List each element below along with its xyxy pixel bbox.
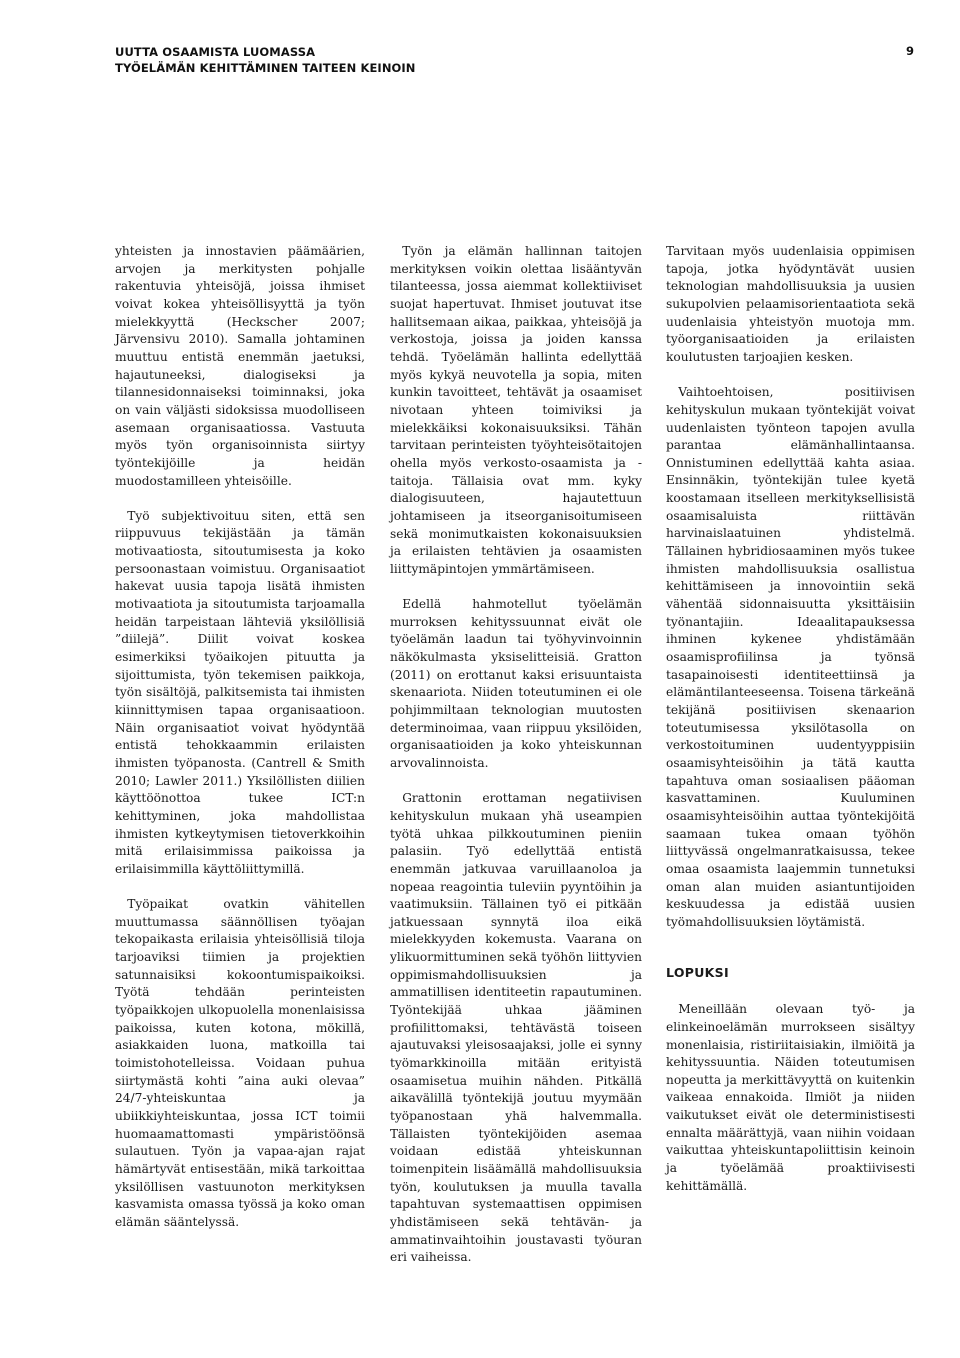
running-header	[115, 44, 416, 76]
paragraph: Vaihtoehtoisen, positiivisen kehityskulun mukaan työntekijät voivat uudenlaisten työnteon tapojen avulla parantaa elämänhallintaansa. Onnistuminen edellyttää kahta asiaa. Ensinnäkin, työntekijän tulee kyetä koostamaan itselleen merkityksellisistä osaamisaluista riittävän harvinaislaatuinen yhdistelmä. Tällainen hybridiosaaminen myös tukee ihmisten mahdollisuuksia osallistua kehittämiseen ja innovointiin sekä vähentää sidonnaisuutta yksittäisiin työnantajiin. Ideaalitapauksessa ihminen kykenee yhdistämään osaamisprofiilinsa ja työnsä tasapainoisesti identiteettiinsä ja elämäntilanteeseensa. Toisena tärkeänä tekijänä positiivisen skenaarion toteutumisessa yksilötasolla on verkostoituminen uudentyyppisiin osaamisyhteisöihin ja tätä kautta tapahtuva oman sosiaalisen pääoman kasvattaminen. Kuuluminen osaamisyhteisöihin auttaa työntekijöitä saamaan tukea omaan työhön liittyvässä ongelmanratkaisussa, tekee omaa osaamista laajemmin tunnetuksi oman alan muiden asiantuntijoiden keskuudessa ja edistää uusien työmahdollisuuksien löytämistä.	[666, 385, 915, 929]
paragraph: Työ subjektivoituu siten, että sen riippuvuus tekijästään ja tämän motivaatiosta, sitoutumisesta ja koko persoonastaan voimistuu. Organisaatiot hakevat uusia tapoja lisätä ihmisten motivaatiota ja sitoutumista tarjoamalla heidän tarpeistaan lähteviä yksilöllisiä ”diilejä”. Diilit voivat koskea esimerkiksi työaikojen pituutta ja sijoittumista, työn tekemisen paikkoja, työn sisältöjä, palkitsemista tai ihmisten kiinnittymisen tapaa organisaatioon. Näin organisaatiot voivat hyödyntää entistä tehokkaammin erilaisten ihmisten työpanosta. (Cantrell & Smith 2010; Lawler 2011.) Yksilöllisten diilien käyttöönottoa tukee ICT:n kehittyminen, joka mahdollistaa ihmisten kytkeytymisen tietoverkkoihin mitä erilaisimmissa paikoissa ja erilaisimmilla käyttöliittymillä.	[115, 508, 365, 876]
paragraph: Työn ja elämän hallinnan taitojen merkityksen voikin olettaa lisääntyvän tilanteessa, jossa aiemmat kollektiiviset suojat hapertuvat. Ihmiset joutuvat itse hallitsemaan aikaa, paikkaa, yhteisöjä ja verkostoja, joissa ja joiden kanssa tehdä. Työelämän hallinta edellyttää myös kykyä neuvotella ja sopia, miten kunkin tavoitteet, tehtävät ja osaamiset nivotaan yhteen toimiviksi ja mielekkäiksi kokonaisuuksiksi. Tähän tarvitaan perinteisten työyhteisötaitojen ohella myös verkosto-osaamista ja -taitoja. Tällaisia ovat mm. kyky dialogisuuteen, hajautettuun johtamiseen ja itseorganisoitumiseen sekä monimutkaisten kokonaisuuksien ja erilaisten tehtävien ja osaamisten liittymäpintojen ymmärtämiseen.	[390, 244, 642, 576]
section-heading: LOPUKSI	[666, 964, 729, 980]
text-column-3	[666, 243, 915, 1213]
text-column-2	[390, 243, 642, 1285]
paragraph: Edellä hahmotellut työelämän murroksen kehityssuunnat eivät ole työelämän laadun tai työhyvinvoinnin näkökulmasta yksiselitteisiä. Gratton (2011) on erottanut kaksi erisuuntaista skenaariota. Niiden toteutuminen ei ole pohjimmiltaan teknologian muutosten determinoimaa, vaan riippuu yksilöiden, organisaatioiden ja koko yhteiskunnan arvovalinnoista.	[390, 597, 642, 770]
page-number: 9	[905, 44, 914, 58]
text-column-1	[115, 243, 365, 1249]
paragraph: yhteisten ja innostavien päämäärien, arvojen ja merkitysten pohjalle rakentuvia yhteisöjä, joissa ihmiset voivat kokea yhteisöllisyyttä ja työn mielekkyyttä (Heckscher 2007; Järvensivu 2010). Samalla johtaminen muuttuu entistä enemmän jaetuksi, hajautuneeksi, dialogiseksi ja tilannesidonnaiseksi toiminnaksi, joka on vain väljästi sidoksissa muodolliseen asemaan organisaatiossa. Vastuuta myös työn organisoinnista siirtyy työntekijöille ja heidän muodostamilleen yhteisöille.	[115, 244, 365, 488]
header-title: UUTTA OSAAMISTA LUOMASSA	[115, 45, 316, 59]
paragraph: Työpaikat ovatkin vähitellen muuttumassa säännöllisen työajan tekopaikasta erilaisia yhteisöllisiä tiloja tarjoaviksi tiimien ja projektien satunnaisiksi kokoontumispaikoiksi. Työtä tehdään perinteisten työpaikkojen ulkopuolella monenlaisissa paikoissa, kuten kotona, mökillä, asiakkaiden luona, matkoilla tai toimistohotelleissa. Voidaan puhua siirtymästä kohti ”aina auki olevaa” 24/7-yhteiskuntaa ja ubiikkiyhteiskuntaa, jossa ICT toimii huomaamattomasti ympäristöönsä sulautuen. Työn ja vapaa-ajan rajat hämärtyvät entisestään, mikä tarkoittaa yksilöllisen vastuunoton merkityksen kasvamista omassa työssä ja koko oman elämän sääntelyssä.	[115, 897, 365, 1229]
paragraph: Grattonin erottaman negatiivisen kehityskulun mukaan yhä useampien työtä uhkaa pilkkoutuminen pieniin palasiin. Työ edellyttää entistä enemmän jatkuvaa varuillaanoloa ja nopeaa reagointia tuleviin pyyntöihin ja vaatimuksiin. Tällainen työ ei pitkään jatkuessaan synnytä iloa eikä mielekkyyden kokemusta. Vaarana on ylikuormittuminen sekä työhön liittyvien oppimismahdollisuuksien ja ammatillisen identiteetin rapautuminen. Työntekijää uhkaa jääminen profiilittomaksi, tehtävästä toiseen ajautuvaksi yleisosaajaksi, jolle ei synny työmarkkinoilla mitään erityistä osaamisetua muihin nähden. Pitkällä aikavälillä työntekijä joutuu myymään työpanostaan yhä halvemmalla. Tällaisten työntekijöiden asemaa voidaan edistää yhteiskunnan toimenpitein lisäämällä mahdollisuuksia työn, koulutuksen ja muulla tavalla tapahtuvan systemaattisen oppimisen yhdistämiseen sekä tehtävän- ja ammatinvaihtoihin joustavasti työuran eri vaiheissa.	[390, 791, 642, 1265]
header-subtitle: TYÖELÄMÄN KEHITTÄMINEN TAITEEN KEINOIN	[115, 61, 416, 75]
paragraph: Meneillään olevaan työ- ja elinkeinoelämän murrokseen sisältyy monenlaisia, ristiriitaisiakin, ilmiöitä ja kehityssuuntia. Näiden toteutumisen nopeutta ja merkittävyyttä on kuitenkin vaikeaa ennakoida. Ilmiöt ja niiden vaikutukset eivät ole deterministisesti ennalta määrättyjä, vaan niihin voidaan vaikuttaa yhteiskuntapoliittisin keinoin ja työelämää proaktiivisesti kehittämällä.	[666, 1002, 915, 1193]
paragraph: Tarvitaan myös uudenlaisia oppimisen tapoja, jotka hyödyntävät uusien teknologian mahdollisuuksia ja uusien sukupolvien pelaamisorientaatiota sekä uudenlaisia yhteistyön muotoja mm. työorganisaatioiden ja erilaisten koulutusten tarjoajien kesken.	[666, 244, 915, 364]
